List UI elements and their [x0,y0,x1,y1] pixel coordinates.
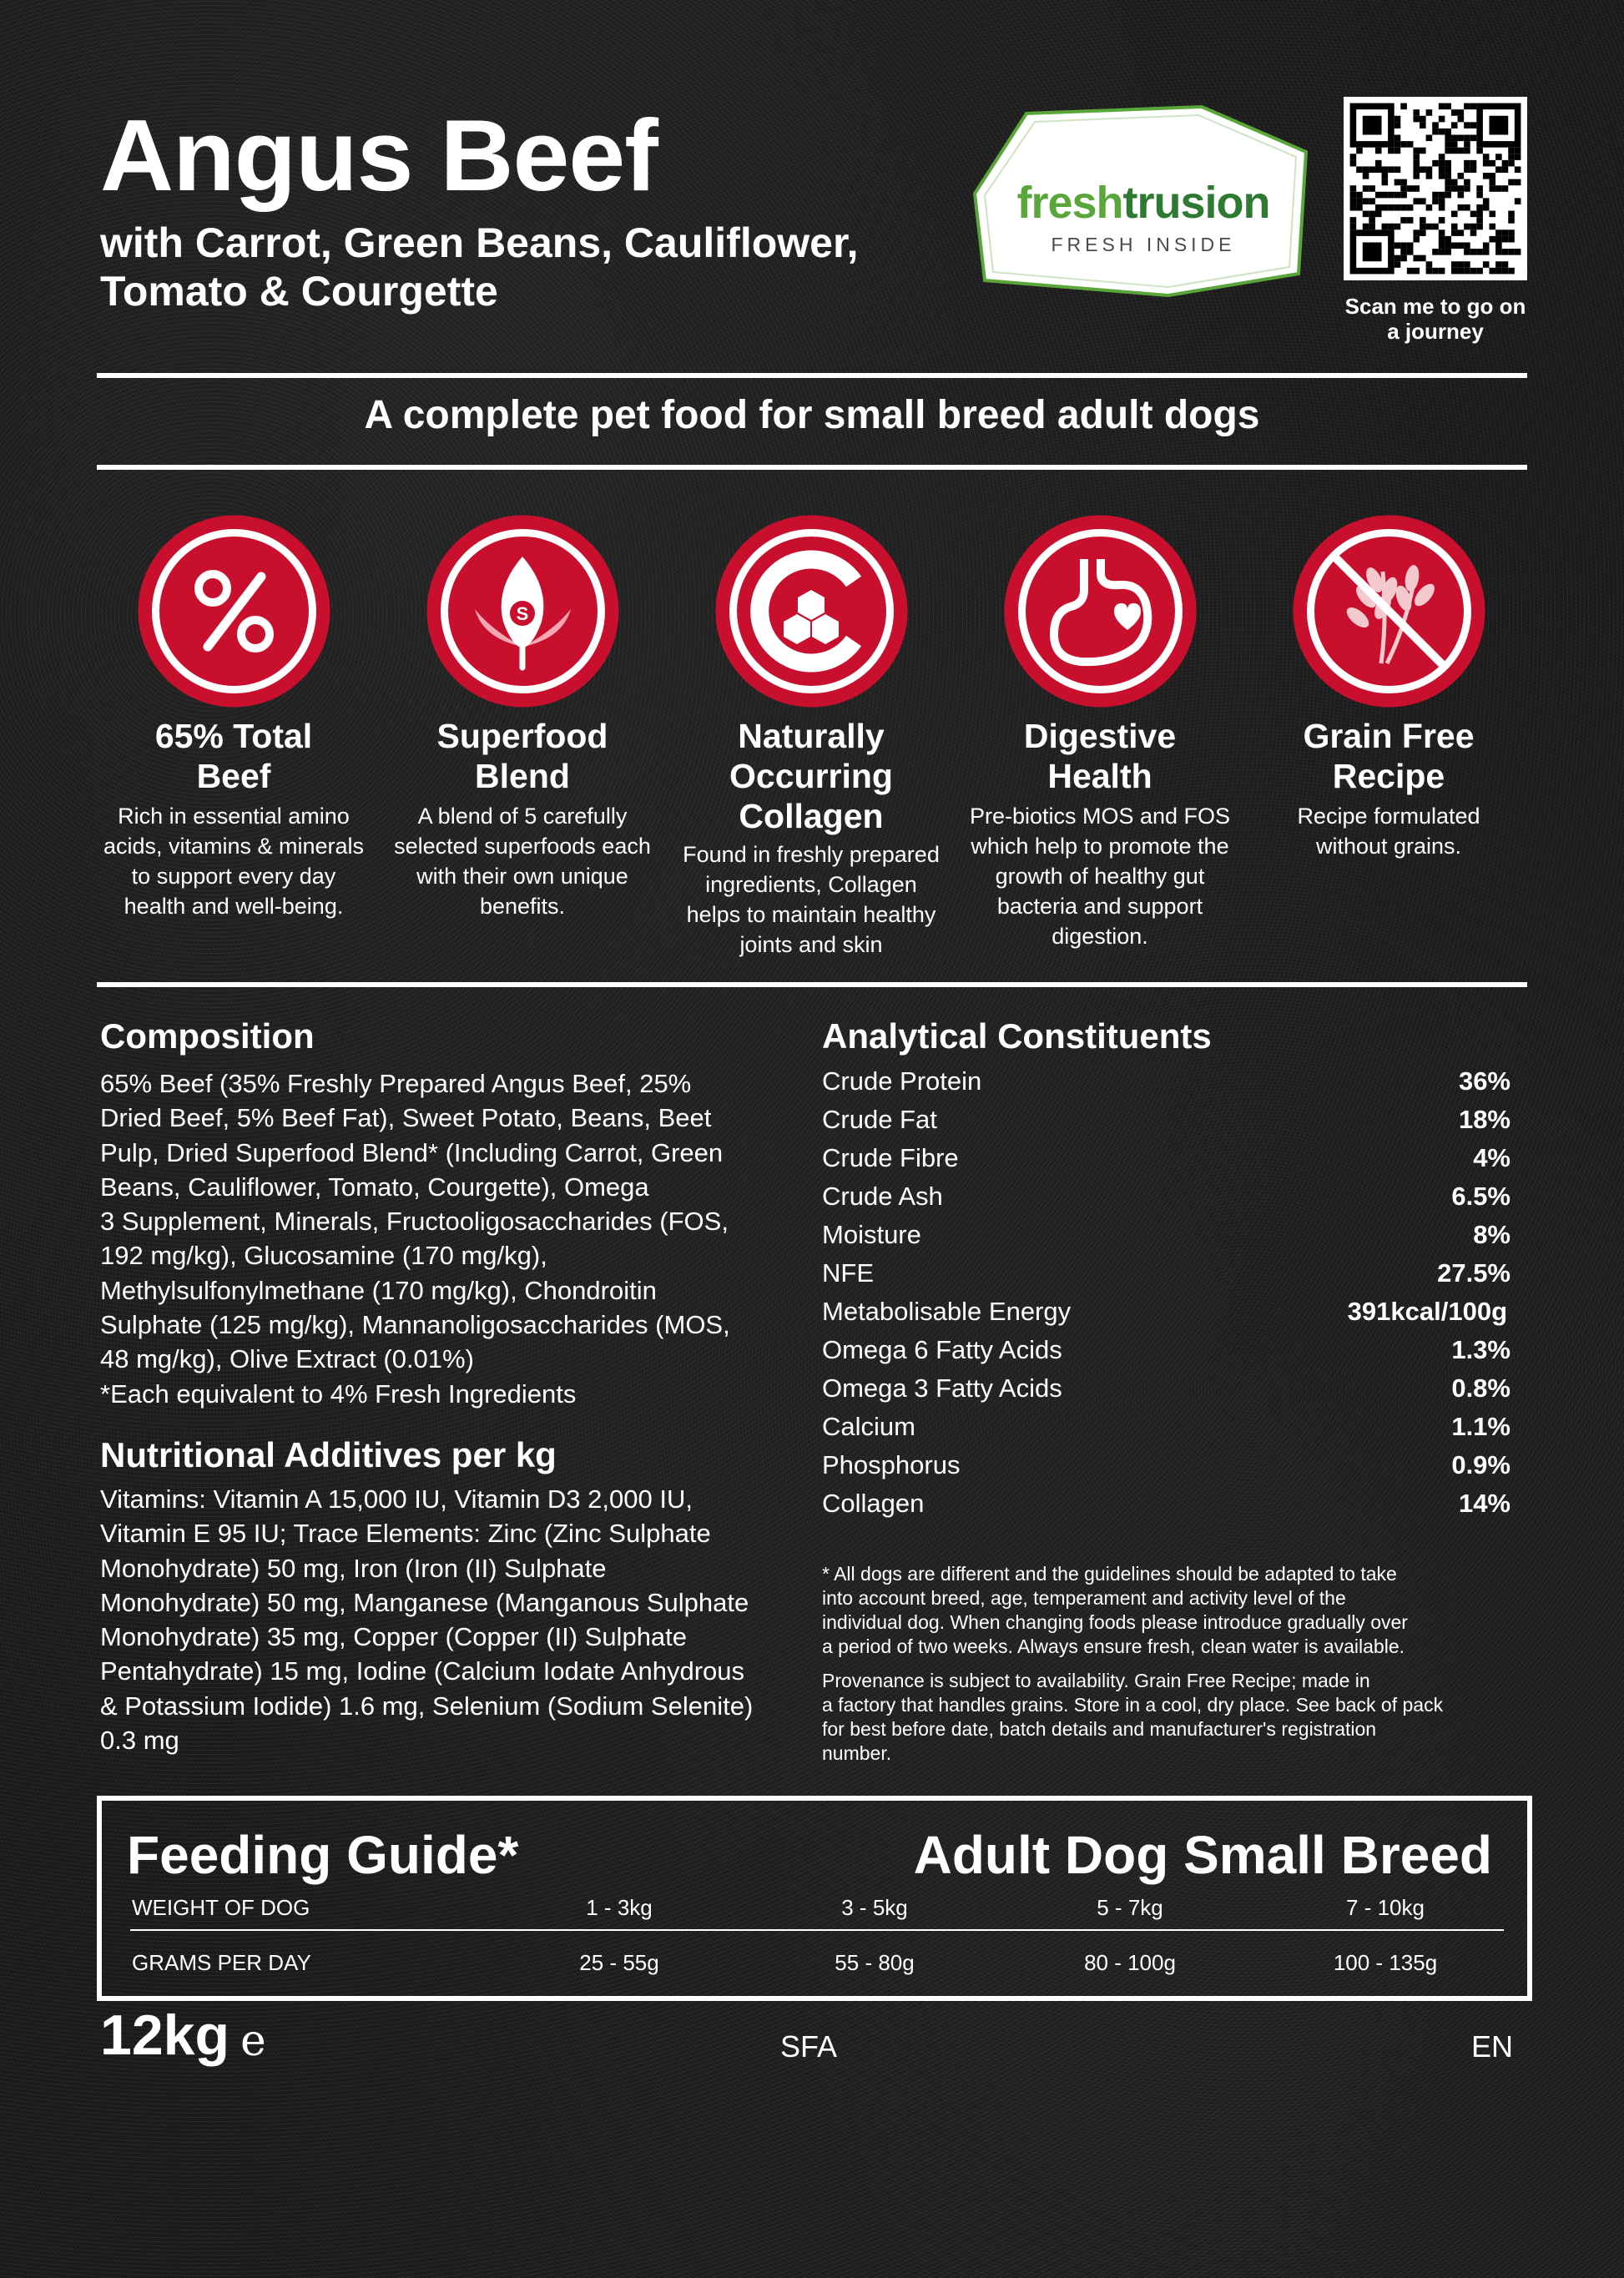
product-subtitle [100,219,935,315]
estimated-mark: e [240,2016,266,2066]
analytical-row: Crude Fibre 4% [822,1143,1511,1172]
composition-title: Composition [100,1016,315,1056]
weight-cell: 3 - 5kg [841,1895,908,1920]
analytical-row: Crude Ash 6.5% [822,1182,1511,1211]
collagen-icon [714,513,910,709]
divider [97,982,1527,987]
language-code: EN [1471,2029,1514,2064]
net-weight: 12kg [100,2003,229,2067]
feature-title: Grain Free Recipe [1303,717,1475,795]
superfood-leaf-icon [425,513,621,709]
analytical-row: Phosphorus 0.9% [822,1450,1511,1479]
feature-description: Found in freshly prepared ingredients, Collagen helps to maintain healthy joints and skin [683,842,940,957]
divider [97,373,1527,378]
freshtrusion-logo [968,102,1319,302]
logo-wordmark: freshtrusion [1016,178,1270,228]
tagline: A complete pet food for small breed adult dogs [364,393,1260,437]
weight-cell: 7 - 10kg [1346,1895,1425,1920]
feature-title: Digestive Health [1023,717,1177,795]
qr-caption [1319,294,1552,344]
percent-icon [136,513,332,709]
qr-caption-line: Scan me to go on [1344,294,1526,319]
subtitle-line: Tomato & Courgette [100,268,498,315]
feature-description: Recipe formulated without grains. [1297,804,1480,859]
analytical-row: NFE 27.5% [822,1258,1511,1288]
logo-tagline: FRESH INSIDE [1051,234,1236,255]
composition-text: 65% Beef (35% Freshly Prepared Angus Beef, 25% Dried Beef, 5% Beef Fat), Sweet Potato, Beans, Beet Pulp, Dried Superfood Blend* (Including Carrot, Green Beans, Cauliflower, Tomato, Courgette), Omega 3 Supplement, Minerals, Fructooligosaccharides (FOS, 192 mg/kg), Glucosamine (170 mg/kg), Methylsulfonylmethane (170 mg/kg), Chondroitin Sulphate (125 mg/kg), Mannanoligosaccharides (MOS, 48 mg/kg), Olive Extract (0.01%) *Each equivalent to 4% Fresh Ingredients [100,1069,730,1409]
analytical-row: Crude Fat 18% [822,1105,1511,1134]
analytical-row: Calcium 1.1% [822,1412,1511,1441]
qr-caption-line: a journey [1387,319,1484,344]
subtitle-line: with Carrot, Green Beans, Cauliflower, [100,219,859,266]
feature-description: Pre-biotics MOS and FOS which help to promote the growth of healthy gut bacteria and support digestion. [969,804,1231,949]
analytical-row: Omega 3 Fatty Acids 0.8% [822,1373,1511,1403]
analytical-row: Moisture 8% [822,1220,1511,1249]
svg-text:S: S [516,603,529,624]
feeding-guide-title: Feeding Guide* [127,1825,519,1885]
feature-description: Rich in essential amino acids, vitamins & minerals to support every day health and well-being. [103,804,365,919]
analytical-row: Omega 6 Fatty Acids 1.3% [822,1335,1511,1364]
grams-cell: 55 - 80g [835,1950,915,1975]
provenance-note: Provenance is subject to availability. Grain Free Recipe; made in a factory that handles grains. Store in a cool, dry place. See back of pack for best before date, batch details and manufacturer's registration number. [822,1670,1444,1764]
feature-description: A blend of 5 carefully selected superfoods each with their own unique benefits. [394,804,651,919]
product-title: Angus Beef [100,98,658,212]
analytical-row: Crude Protein 36% [822,1066,1511,1096]
qr-code[interactable] [1344,97,1527,280]
grams-label: GRAMS PER DAY [132,1950,311,1975]
weight-cell: 1 - 3kg [586,1895,653,1920]
weight-label: WEIGHT OF DOG [132,1895,310,1920]
feeding-guide-subtitle: Adult Dog Small Breed [913,1825,1492,1885]
grams-cell: 25 - 55g [579,1950,659,1975]
analytical-title: Analytical Constituents [822,1016,1212,1056]
additives-title: Nutritional Additives per kg [100,1435,557,1474]
no-grain-icon [1291,513,1487,709]
grams-cell: 100 - 135g [1333,1950,1438,1975]
analytical-row: Metabolisable Energy 391kcal/100g [822,1297,1507,1326]
feature-title: Naturally Occurring Collagen [729,717,893,835]
grams-cell: 80 - 100g [1084,1950,1176,1975]
qr-code-image [1344,97,1527,280]
stomach-heart-icon [1002,513,1198,709]
feature-title: 65% Total Beef [154,717,313,795]
table-divider [130,1929,1504,1931]
analytical-row: Collagen 14% [822,1489,1511,1518]
feeding-guidelines-note: * All dogs are different and the guidelines should be adapted to take into account breed, age, temperament and activity level of the individual dog. When changing foods please introduce gradually over a period of two weeks. Always ensure fresh, clean water is available. [822,1563,1408,1657]
weight-cell: 5 - 7kg [1097,1895,1163,1920]
additives-text: Vitamins: Vitamin A 15,000 IU, Vitamin D3 2,000 IU, Vitamin E 95 IU; Trace Elements: Zinc (Zinc Sulphate Monohydrate) 50 mg, Iron (Iron (II) Sulphate Monohydrate) 50 mg, Manganese (Manganous Sulphate Monohydrate) 35 mg, Copper (Copper (II) Sulphate Pentahydrate) 15 mg, Iodine (Calcium Iodate Anhydrous & Potassium Iodide) 1.6 mg, Selenium (Sodium Selenite) 0.3 mg [100,1484,754,1756]
feeding-guide-box [97,1796,1532,2001]
feature-title: Superfood Blend [436,717,608,795]
divider [97,465,1527,470]
sfa-code: SFA [780,2029,838,2064]
